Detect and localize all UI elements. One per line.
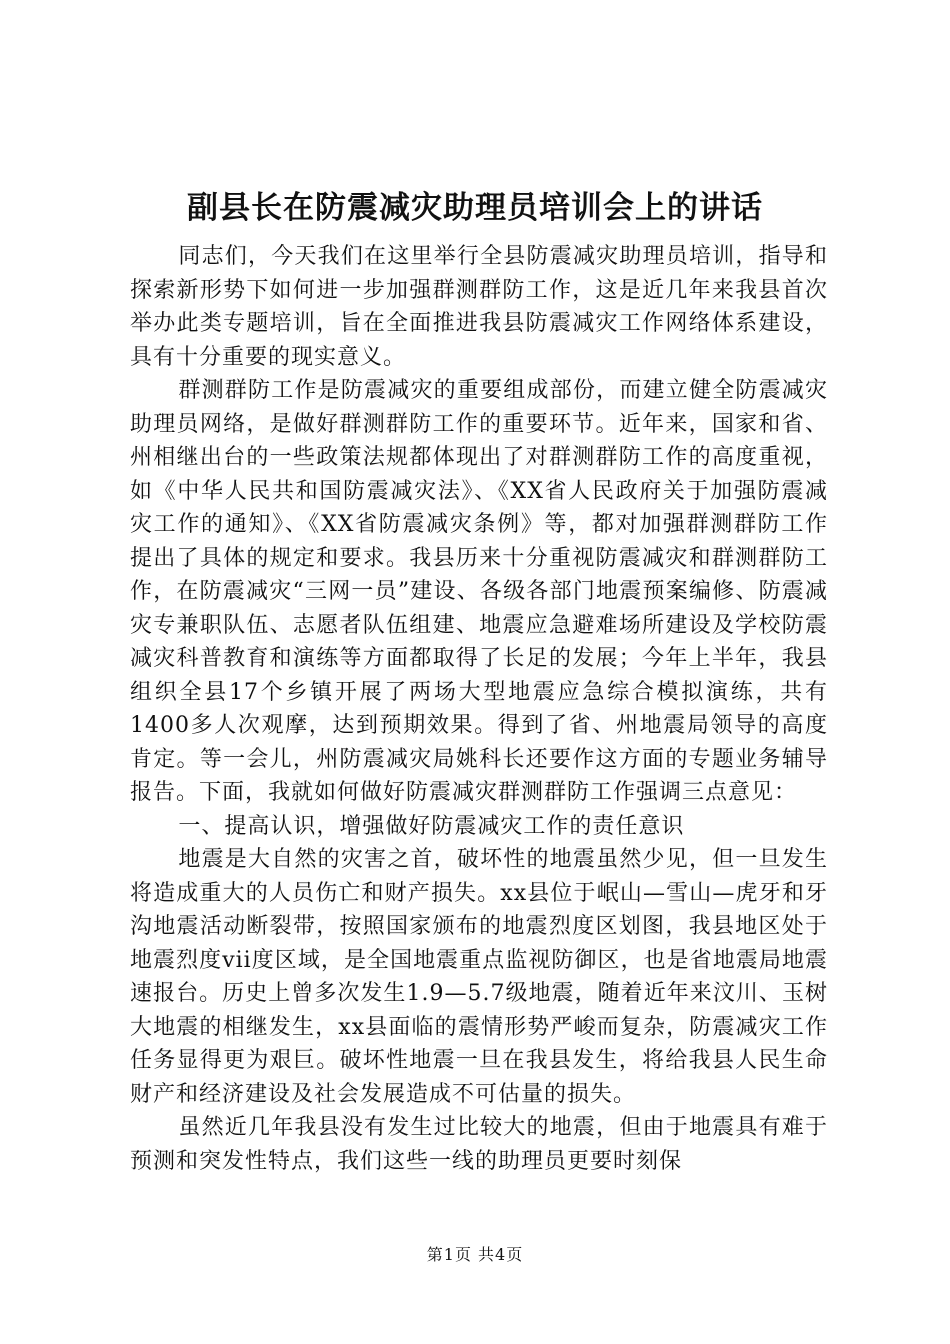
paragraph-earthquake-risk: 地震是大自然的灾害之首，破坏性的地震虽然少见，但一旦发生将造成重大的人员伤亡和财产损失。xx县位于岷山—雪山—虎牙和牙沟地震活动断裂带，按照国家颁布的地震烈度区划图，我县地区处于地震烈度vii度区域，是全国地震重点监视防御区，也是省地震局地震速报台。历史上曾多次发生1.9—5.7级地震，随着近年来汶川、玉树大地震的相继发生，xx县面临的震情形势严峻而复杂，防震减灾工作任务显得更为艰巨。破坏性地震一旦在我县发生，将给我县人民生命财产和经济建设及社会发展造成不可估量的损失。: [130, 847, 828, 1107]
document-body: [130, 240, 828, 1178]
paragraph-vigilance: 虽然近几年我县没有发生过比较大的地震，但由于地震具有难于预测和突发性特点，我们这些一线的助理员更要时刻保: [130, 1115, 828, 1174]
page-footer: 第1页 共4页: [426, 1245, 524, 1264]
paragraph-opening: 同志们，今天我们在这里举行全县防震减灾助理员培训，指导和探索新形势下如何进一步加强群测群防工作，这是近几年来我县首次举办此类专题培训，旨在全面推进我县防震减灾工作网络体系建设，具有十分重要的现实意义。: [130, 244, 828, 370]
paragraph-background: 群测群防工作是防震减灾的重要组成部份，而建立健全防震减灾助理员网络，是做好群测群防工作的重要环节。近年来，国家和省、州相继出台的一些政策法规都体现出了对群测群防工作的高度重视，如《中华人民共和国防震减灾法》、《XX省人民政府关于加强防震减灾工作的通知》、《XX省防震减灾条例》等，都对加强群测群防工作提出了具体的规定和要求。我县历来十分重视防震减灾和群测群防工作，在防震减灾“三网一员”建设、各级各部门地震预案编修、防震减灾专兼职队伍、志愿者队伍组建、地震应急避难场所建设及学校防震减灾科普教育和演练等方面都取得了长足的发展；今年上半年，我县组织全县17个乡镇开展了两场大型地震应急综合模拟演练，共有1400多人次观摩，达到预期效果。得到了省、州地震局领导的高度肯定。等一会儿，州防震减灾局姚科长还要作这方面的专题业务辅导报告。下面，我就如何做好防震减灾群测群防工作强调三点意见：: [130, 378, 828, 805]
document-title: 副县长在防震减灾助理员培训会上的讲话: [187, 190, 763, 226]
section-heading-1: 一、提高认识，增强做好防震减灾工作的责任意识: [178, 813, 685, 839]
